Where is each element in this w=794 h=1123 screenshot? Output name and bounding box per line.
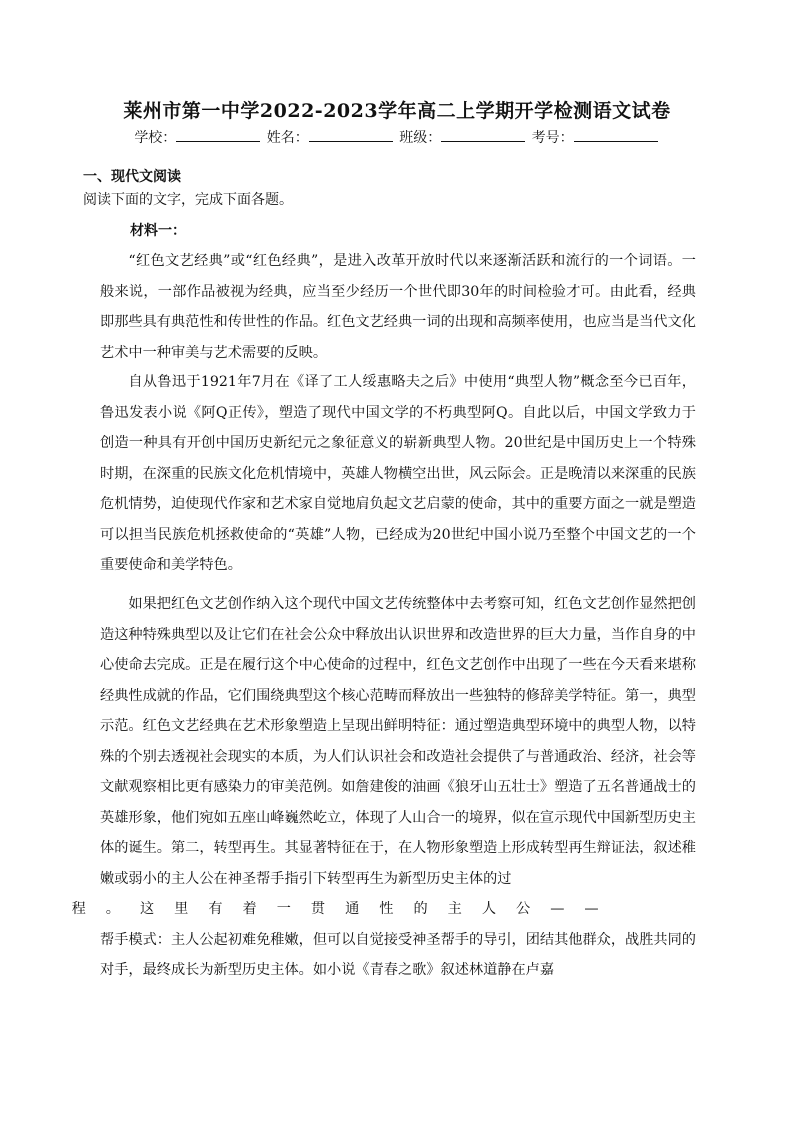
info-label-name: 姓名： <box>266 130 309 146</box>
reading-instruction: 阅读下面的文字，完成下面各题。 <box>83 192 293 208</box>
paragraph-3 <box>71 589 696 986</box>
paragraph-3-continuation: 帮手模式：主人公起初难免稚嫩，但可以自觉接受神圣帮手的导引，团结其他群众，战胜共同的对手，最终成长为新型历史主体。如小说《青春之歌》叙述林道静在卢嘉 <box>100 931 696 978</box>
info-field-exam-number <box>532 130 660 146</box>
info-label-class: 班级： <box>399 130 442 146</box>
material-label: 材料一： <box>130 223 186 239</box>
info-field-class <box>399 130 531 146</box>
exam-number-blank <box>574 129 658 142</box>
info-field-name <box>267 130 399 146</box>
school-blank <box>176 129 260 142</box>
name-blank <box>309 129 393 142</box>
section-heading: 一、现代文阅读 <box>83 169 181 185</box>
paragraph-2: 自从鲁迅于1921年7月在《译了工人绥惠略夫之后》中使用“典型人物”概念至今已百年，鲁迅发表小说《阿Q正传》，塑造了现代中国文学的不朽典型阿Q。自此以后，中国文学致力于创造一种具有开创中国历史新纪元之象征意义的崭新典型人物。20世纪是中国历史上一个特殊时期，在深重的民族文化危机情境中，英雄人物横空出世，风云际会。正是晚清以来深重的民族危机情势，迫使现代作家和艺术家自觉地肩负起文艺启蒙的使命，其中的重要方面之一就是塑造可以担当民族危机拯救使命的“英雄”人物，已经成为20世纪中国小说乃至整个中国文艺的一个重要使命和美学特色。 <box>100 374 696 573</box>
exam-title: 莱州市第一中学2022-2023学年高二上学期开学检测语文试卷 <box>123 100 671 122</box>
info-label-school: 学校： <box>134 130 177 146</box>
student-info-line <box>0 127 794 147</box>
info-label-exam-number: 考号： <box>531 130 574 146</box>
paragraph-1: “红色文艺经典”或“红色经典”，是进入改革开放时代以来逐渐活跃和流行的一个词语。一般来说，一部作品被视为经典，应当至少经历一个世代即30年的时间检验才可。由此看，经典即那些具有典范性和传世性的作品。红色文艺经典一词的出现和高频率使用，也应当是当代文化艺术中一种审美与艺术需要的反映。 <box>100 253 696 361</box>
class-blank <box>441 129 525 142</box>
info-field-school <box>134 130 266 146</box>
paragraph-3-main: 如果把红色文艺创作纳入这个现代中国文艺传统整体中去考察可知，红色文艺创作显然把创造这种特殊典型以及让它们在社会公众中释放出认识世界和改造世界的巨大力量，当作自身的中心使命去完成。正是在履行这个中心使命的过程中，红色文艺创作中出现了一些在今天看来堪称经典性成就的作品，它们围绕典型这个核心范畴而释放出一些独特的修辞美学特征。第一，典型示范。红色文艺经典在艺术形象塑造上呈现出鲜明特征：通过塑造典型环境中的典型人物，以特殊的个别去透视社会现实的本质，为人们认识社会和改造社会提供了与普通政治、经济，社会等文献观察相比更有感染力的审美范例。如詹建俊的油画《狼牙山五壮士》塑造了五名普通战士的英雄形象，他们宛如五座山峰巍然屹立，体现了人山合一的境界，似在宣示现代中国新型历史主体的诞生。第二，转型再生。其显著特征在于，在人物形象塑造上形成转型再生辩证法，叙述稚嫩或弱小的主人公在神圣帮手指引下转型再生为新型历史主体的过 <box>100 596 696 887</box>
paragraph-3-spaced-line: 程。这里有着一贯通性的主人公—— <box>71 901 619 917</box>
